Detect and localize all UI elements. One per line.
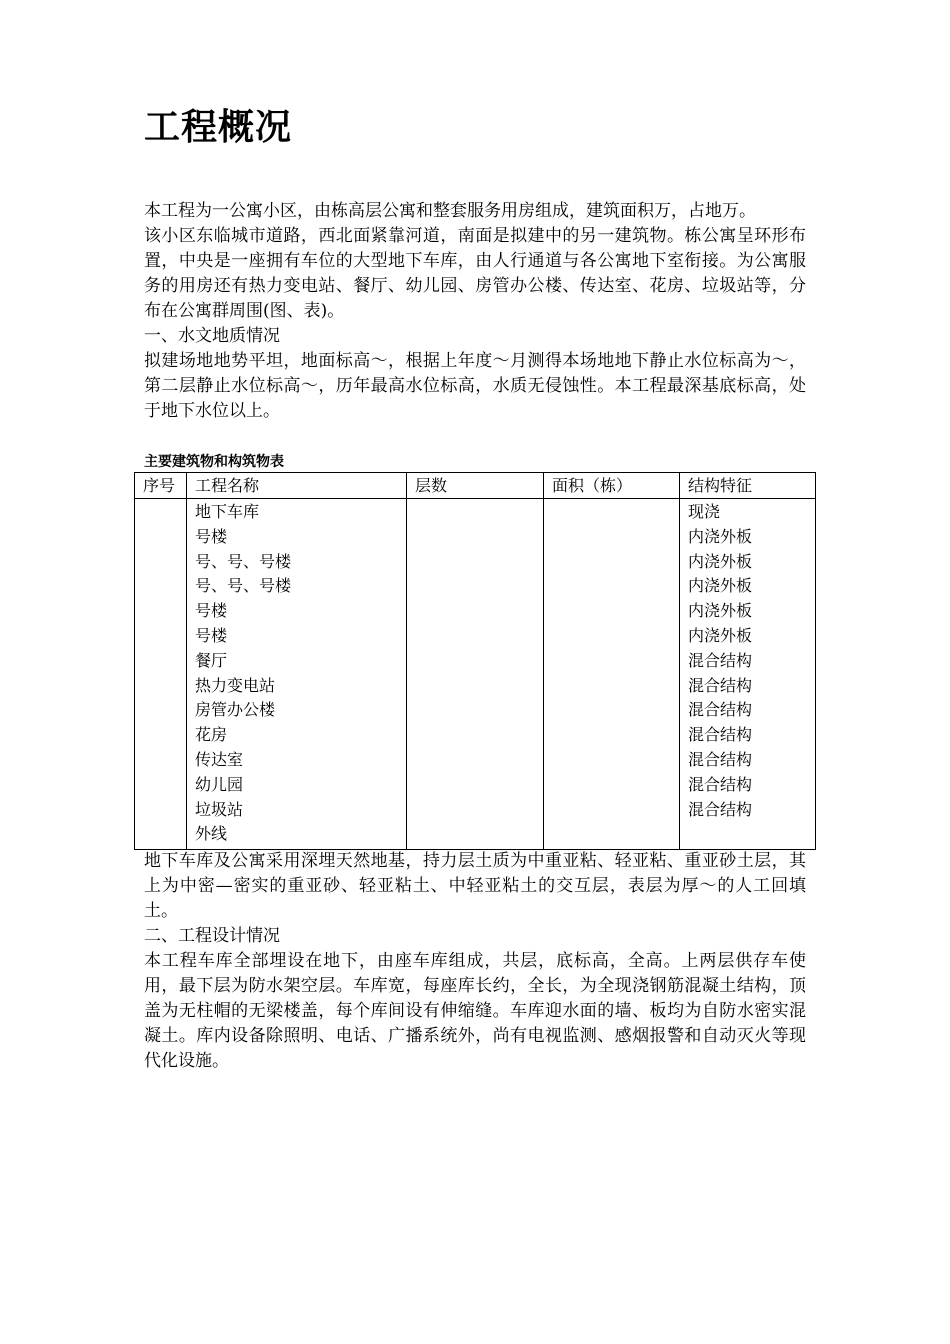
- table-row: [135, 499, 816, 850]
- structure-type: 内浇外板: [688, 551, 753, 571]
- table-header-row: [135, 473, 816, 499]
- structure-type: 混合结构: [688, 799, 753, 819]
- project-name: 热力变电站: [195, 675, 276, 695]
- project-name: 地下车库: [195, 502, 260, 521]
- header-floors: 层数: [407, 473, 544, 499]
- project-name: 号楼: [195, 526, 228, 546]
- project-name: 号楼: [195, 625, 228, 645]
- section-heading-hydrogeology: 一、水文地质情况: [144, 326, 280, 346]
- structure-type: 混合结构: [688, 650, 753, 670]
- project-name: 号、号、号楼: [195, 551, 292, 571]
- project-name: 花房: [195, 725, 228, 745]
- name-column-cell: [187, 499, 407, 850]
- structure-type: 内浇外板: [688, 625, 753, 645]
- project-name: 传达室: [195, 749, 244, 769]
- hydrogeology-paragraph: 拟建场地地势平坦，地面标高～，根据上年度～月测得本场地地下静止水位标高为～，第二层静止水位标高～，历年最高水位标高，水质无侵蚀性。本工程最深基底标高，处于地下水位以上。: [144, 351, 806, 421]
- project-name: 餐厅: [195, 650, 228, 670]
- project-name: 垃圾站: [195, 799, 244, 819]
- structure-type: 内浇外板: [688, 576, 753, 596]
- intro-paragraph-2: 该小区东临城市道路，西北面紧靠河道，南面是拟建中的另一建筑物。栋公寓呈环形布置，中央是一座拥有车位的大型地下车库，由人行通道与各公寓地下室衔接。为公寓服务的用房还有热力变电站、餐厅、幼儿园、房管办公楼、传达室、花房、垃圾站等，分布在公寓群周围(图、表)。: [144, 226, 806, 321]
- structure-type: 混合结构: [688, 774, 753, 794]
- project-name: 外线: [195, 824, 228, 844]
- structure-column-cell: [680, 499, 816, 850]
- design-paragraph: 本工程车库全部埋设在地下，由座车库组成，共层，底标高，全高。上两层供存车使用，最下层为防水架空层。车库宽，每座库长约，全长，为全现浇钢筋混凝土结构，顶盖为无柱帽的无梁楼盖，每个库间设有伸缩缝。车库迎水面的墙、板均为自防水密实混凝土。库内设备除照明、电话、广播系统外，尚有电视监测、感烟报警和自动灭火等现代化设施。: [144, 951, 806, 1071]
- page-title: 工程概况: [144, 107, 293, 148]
- foundation-paragraph: 地下车库及公寓采用深埋天然地基，持力层土质为中重亚粘、轻亚粘、重亚砂土层，其上为中密—密实的重亚砂、轻亚粘土、中轻亚粘土的交互层，表层为厚～的人工回填土。: [144, 851, 806, 921]
- floors-column-cell: [407, 499, 544, 850]
- project-name: 号、号、号楼: [195, 576, 292, 596]
- no-column-cell: [135, 499, 187, 850]
- structure-type: 内浇外板: [688, 526, 753, 546]
- buildings-table: [134, 472, 816, 850]
- table-caption: 主要建筑物和构筑物表: [144, 454, 284, 470]
- structure-type: 混合结构: [688, 675, 753, 695]
- section-heading-design: 二、工程设计情况: [144, 926, 280, 946]
- structure-type: 混合结构: [688, 725, 753, 745]
- structure-type: 混合结构: [688, 749, 753, 769]
- foundation-and-design-section: [144, 849, 806, 1074]
- project-name: 房管办公楼: [195, 700, 276, 720]
- header-no: 序号: [135, 473, 187, 499]
- header-name: 工程名称: [187, 473, 407, 499]
- structure-type: 内浇外板: [688, 601, 753, 621]
- intro-paragraph-1: 本工程为一公寓小区，由栋高层公寓和整套服务用房组成，建筑面积万，占地万。: [144, 201, 756, 221]
- structure-type: 现浇: [688, 502, 721, 521]
- area-column-cell: [544, 499, 680, 850]
- project-name: 号楼: [195, 601, 228, 621]
- header-structure: 结构特征: [680, 473, 816, 499]
- structure-type: 混合结构: [688, 700, 753, 720]
- project-name: 幼儿园: [195, 774, 244, 794]
- header-area: 面积（栋）: [544, 473, 680, 499]
- intro-section: [144, 199, 806, 424]
